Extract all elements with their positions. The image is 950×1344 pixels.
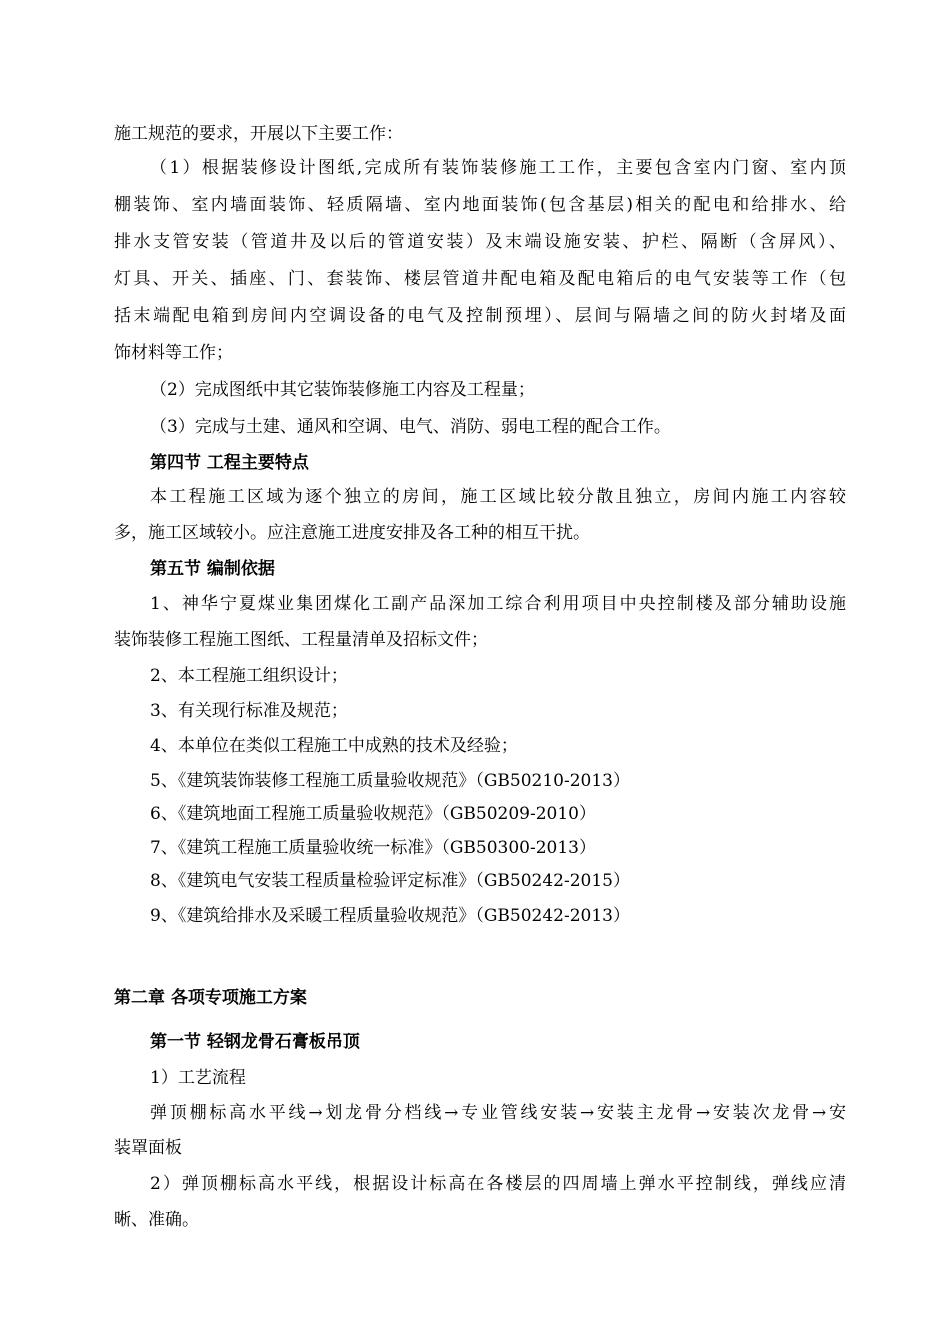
text-line: 装饰装修工程施工图纸、工程量清单及招标文件； <box>114 630 488 650</box>
text-line: 棚装饰、室内墙面装饰、轻质隔墙、室内地面装饰(包含基层)相关的配电和给排水、给 <box>114 195 846 215</box>
text-line: 5、《建筑装饰装修工程施工质量验收规范》（GB50210-2013） <box>150 771 630 791</box>
text-line: 排水支管安装（管道井及以后的管道安装）及末端设施安装、护栏、隔断（含屏风）、 <box>114 232 846 252</box>
text-line: 灯具、开关、插座、门、套装饰、楼层管道井配电箱及配电箱后的电气安装等工作（包 <box>114 269 846 289</box>
text-line: 9、《建筑给排水及采暖工程质量验收规范》（GB50242-2013） <box>150 906 630 926</box>
text-line: 施工规范的要求，开展以下主要工作： <box>114 124 403 144</box>
text-line: 弹顶棚标高水平线→划龙骨分档线→专业管线安装→安装主龙骨→安装次龙骨→安 <box>150 1103 846 1123</box>
text-line: 2）弹顶棚标高水平线，根据设计标高在各楼层的四周墙上弹水平控制线，弹线应清 <box>150 1174 846 1194</box>
text-line: 2、本工程施工组织设计； <box>150 666 348 686</box>
text-line: 3、有关现行标准及规范； <box>150 701 348 721</box>
text-line: 括末端配电箱到房间内空调设备的电气及控制预埋）、层间与隔墙之间的防火封堵及面 <box>114 306 846 326</box>
text-line: （2）完成图纸中其它装饰装修施工内容及工程量； <box>150 380 535 400</box>
section-heading: 第五节 编制依据 <box>150 559 275 579</box>
text-line: 8、《建筑电气安装工程质量检验评定标准》（GB50242-2015） <box>150 871 630 891</box>
text-line: 装罩面板 <box>114 1138 182 1158</box>
text-line: （1）根据装修设计图纸,完成所有装饰装修施工工作，主要包含室内门窗、室内顶 <box>150 158 846 178</box>
text-line: 4、本单位在类似工程施工中成熟的技术及经验； <box>150 736 518 756</box>
section-heading: 第一节 轻钢龙骨石膏板吊顶 <box>150 1032 360 1052</box>
text-line: 1）工艺流程 <box>150 1068 246 1088</box>
section-heading: 第四节 工程主要特点 <box>150 453 309 473</box>
text-line: 6、《建筑地面工程施工质量验收规范》（GB50209-2010） <box>150 804 596 824</box>
text-line: 晰、准确。 <box>114 1210 199 1230</box>
text-line: 7、《建筑工程施工质量验收统一标准》（GB50300-2013） <box>150 838 596 858</box>
text-line: 饰材料等工作； <box>114 343 233 363</box>
text-line: （3）完成与土建、通风和空调、电气、消防、弱电工程的配合工作。 <box>150 417 671 437</box>
text-line: 1、神华宁夏煤业集团煤化工副产品深加工综合利用项目中央控制楼及部分辅助设施 <box>150 594 846 614</box>
chapter-heading: 第二章 各项专项施工方案 <box>114 988 307 1008</box>
text-line: 本工程施工区域为逐个独立的房间，施工区域比较分散且独立，房间内施工内容较 <box>150 487 846 507</box>
text-line: 多，施工区域较小。应注意施工进度安排及各工种的相互干扰。 <box>114 523 590 543</box>
